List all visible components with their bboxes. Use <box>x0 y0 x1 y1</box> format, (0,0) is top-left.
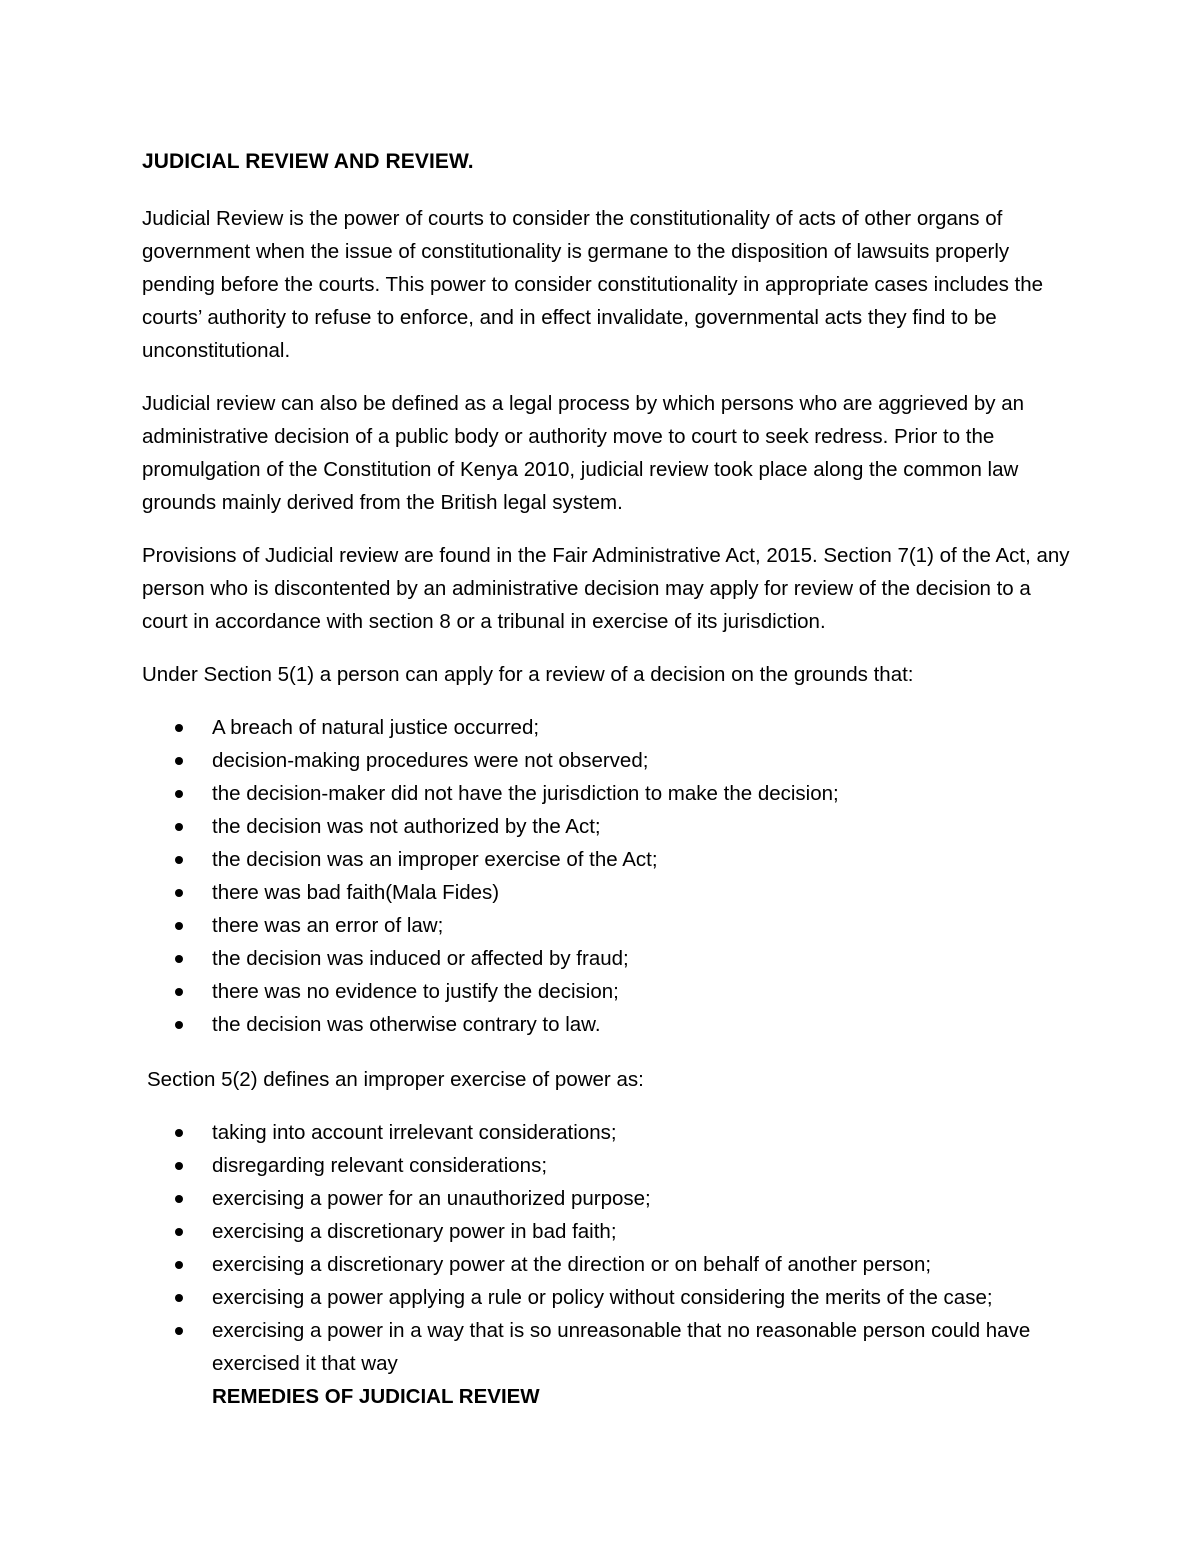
bullet-icon <box>175 922 183 930</box>
list-item <box>142 942 1072 975</box>
bullet-icon <box>175 856 183 864</box>
remedies-heading: REMEDIES OF JUDICIAL REVIEW <box>212 1385 540 1408</box>
list-item <box>142 975 1072 1008</box>
list-item-text: decision-making procedures were not observed; <box>212 749 649 772</box>
list-item <box>142 909 1072 942</box>
list-item <box>142 1215 1072 1248</box>
bullet-icon <box>175 1228 183 1236</box>
bullet-icon <box>175 1162 183 1170</box>
list-item <box>142 876 1072 909</box>
list-item-text: there was an error of law; <box>212 914 444 937</box>
bullet-icon <box>175 1195 183 1203</box>
list-item <box>142 711 1072 744</box>
improper-exercise-list <box>142 1116 1072 1380</box>
bullet-icon <box>175 1129 183 1137</box>
list-item-text: the decision was not authorized by the Act; <box>212 815 601 838</box>
bullet-icon <box>175 889 183 897</box>
list-item <box>142 1008 1072 1041</box>
list-item-text: exercising a power for an unauthorized purpose; <box>212 1187 651 1210</box>
list-item-text: exercising a power in a way that is so unreasonable that no reasonable person could have exercised it that way <box>212 1319 1031 1375</box>
list-item-text: the decision-maker did not have the jurisdiction to make the decision; <box>212 782 839 805</box>
list-item <box>142 1149 1072 1182</box>
list-item-text: the decision was induced or affected by fraud; <box>212 947 629 970</box>
list-item-text: A breach of natural justice occurred; <box>212 716 540 739</box>
bullet-icon <box>175 790 183 798</box>
bullet-icon <box>175 955 183 963</box>
document-title: JUDICIAL REVIEW AND REVIEW. <box>142 150 474 173</box>
document-page <box>142 148 1072 1413</box>
list-item-text: the decision was otherwise contrary to law. <box>212 1013 601 1036</box>
bullet-icon <box>175 1327 183 1335</box>
list-item-text: exercising a discretionary power at the direction or on behalf of another person; <box>212 1253 932 1276</box>
bullet-icon <box>175 988 183 996</box>
paragraph-definition: Judicial Review is the power of courts to consider the constitutionality of acts of other organs of government when the issue of constitutionality is germane to the disposition of lawsuits properly pending before the courts. This power to consider constitutionality in appropriate cases includes the courts’ authority to refuse to enforce, and in effect invalidate, governmental acts they find to be unconstitutional. <box>142 207 1044 362</box>
list-item <box>142 1248 1072 1281</box>
list-item <box>142 744 1072 777</box>
list-item <box>142 1182 1072 1215</box>
paragraph-legal-process: Judicial review can also be defined as a legal process by which persons who are aggrieved by an administrative decision of a public body or authority move to court to seek redress. Prior to the promulgation of the Constitution of Kenya 2010, judicial review took place along the common law grounds mainly derived from the British legal system. <box>142 392 1025 514</box>
list-item <box>142 843 1072 876</box>
paragraph-section-5-2: Section 5(2) defines an improper exercise of power as: <box>147 1068 644 1091</box>
bullet-icon <box>175 1021 183 1029</box>
list-item <box>142 1281 1072 1314</box>
paragraph-provisions: Provisions of Judicial review are found in the Fair Administrative Act, 2015. Section 7(1) of the Act, any person who is discontented by an administrative decision may apply for review of the decision to a court in accordance with section 8 or a tribunal in exercise of its jurisdiction. <box>142 544 1070 633</box>
bullet-icon <box>175 1294 183 1302</box>
bullet-icon <box>175 823 183 831</box>
list-item-text: exercising a power applying a rule or policy without considering the merits of the case; <box>212 1286 993 1309</box>
list-item <box>142 1116 1072 1149</box>
list-item-text: there was no evidence to justify the decision; <box>212 980 619 1003</box>
paragraph-grounds-intro: Under Section 5(1) a person can apply for a review of a decision on the grounds that: <box>142 663 914 686</box>
grounds-list <box>142 711 1072 1041</box>
list-item-text: the decision was an improper exercise of the Act; <box>212 848 658 871</box>
list-item <box>142 777 1072 810</box>
bullet-icon <box>175 757 183 765</box>
list-item-text: taking into account irrelevant considerations; <box>212 1121 617 1144</box>
list-item-text: exercising a discretionary power in bad faith; <box>212 1220 617 1243</box>
bullet-icon <box>175 724 183 732</box>
list-item-text: disregarding relevant considerations; <box>212 1154 548 1177</box>
bullet-icon <box>175 1261 183 1269</box>
list-item-text: there was bad faith(Mala Fides) <box>212 881 500 904</box>
list-item <box>142 1314 1072 1380</box>
list-item <box>142 810 1072 843</box>
